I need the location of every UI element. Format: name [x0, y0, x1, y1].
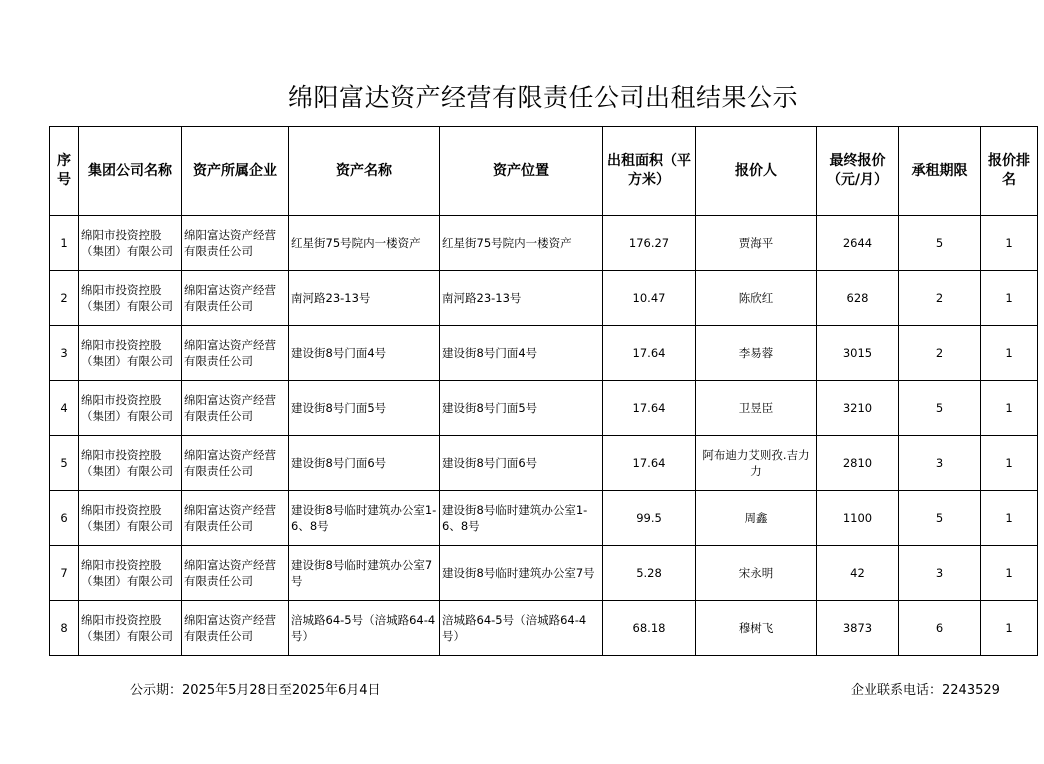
cell-bidder: 宋永明	[696, 546, 817, 601]
cell-rank: 1	[981, 271, 1038, 326]
cell-location: 建设街8号门面4号	[440, 326, 603, 381]
cell-rank: 1	[981, 436, 1038, 491]
cell-location: 红星街75号院内一楼资产	[440, 216, 603, 271]
cell-term: 2	[899, 326, 981, 381]
cell-term: 3	[899, 436, 981, 491]
cell-price: 3210	[817, 381, 899, 436]
cell-no: 3	[50, 326, 79, 381]
cell-owner: 绵阳富达资产经营有限责任公司	[182, 601, 289, 656]
cell-area: 99.5	[603, 491, 696, 546]
cell-asset: 建设街8号临时建筑办公室1-6、8号	[289, 491, 440, 546]
cell-owner: 绵阳富达资产经营有限责任公司	[182, 491, 289, 546]
cell-group: 绵阳市投资控股（集团）有限公司	[79, 216, 182, 271]
cell-group: 绵阳市投资控股（集团）有限公司	[79, 546, 182, 601]
cell-no: 1	[50, 216, 79, 271]
table-row	[50, 546, 1038, 601]
cell-group: 绵阳市投资控股（集团）有限公司	[79, 601, 182, 656]
table-row	[50, 491, 1038, 546]
cell-no: 2	[50, 271, 79, 326]
cell-rank: 1	[981, 326, 1038, 381]
cell-no: 6	[50, 491, 79, 546]
header-location: 资产位置	[440, 127, 603, 216]
cell-price: 2810	[817, 436, 899, 491]
cell-price: 1100	[817, 491, 899, 546]
cell-asset: 南河路23-13号	[289, 271, 440, 326]
table-row	[50, 601, 1038, 656]
cell-location: 建设街8号门面6号	[440, 436, 603, 491]
cell-bidder: 李易蓉	[696, 326, 817, 381]
contact-phone: 企业联系电话：2243529	[851, 683, 1000, 698]
cell-bidder: 陈欣红	[696, 271, 817, 326]
cell-area: 17.64	[603, 436, 696, 491]
cell-rank: 1	[981, 216, 1038, 271]
cell-group: 绵阳市投资控股（集团）有限公司	[79, 271, 182, 326]
cell-area: 68.18	[603, 601, 696, 656]
cell-rank: 1	[981, 491, 1038, 546]
cell-no: 5	[50, 436, 79, 491]
cell-group: 绵阳市投资控股（集团）有限公司	[79, 436, 182, 491]
cell-price: 628	[817, 271, 899, 326]
cell-asset: 红星街75号院内一楼资产	[289, 216, 440, 271]
cell-term: 5	[899, 216, 981, 271]
header-area: 出租面积（平方米）	[603, 127, 696, 216]
cell-no: 7	[50, 546, 79, 601]
cell-term: 5	[899, 381, 981, 436]
table-row	[50, 271, 1038, 326]
cell-no: 4	[50, 381, 79, 436]
cell-price: 3873	[817, 601, 899, 656]
cell-asset: 建设街8号临时建筑办公室7号	[289, 546, 440, 601]
cell-bidder: 卫昱臣	[696, 381, 817, 436]
header-no: 序号	[50, 127, 79, 216]
cell-location: 涪城路64-5号（涪城路64-4号）	[440, 601, 603, 656]
header-price: 最终报价（元/月）	[817, 127, 899, 216]
results-table	[49, 126, 1038, 656]
header-bidder: 报价人	[696, 127, 817, 216]
cell-asset: 建设街8号门面5号	[289, 381, 440, 436]
cell-owner: 绵阳富达资产经营有限责任公司	[182, 546, 289, 601]
cell-area: 17.64	[603, 381, 696, 436]
header-group: 集团公司名称	[79, 127, 182, 216]
cell-rank: 1	[981, 601, 1038, 656]
cell-bidder: 贾海平	[696, 216, 817, 271]
cell-group: 绵阳市投资控股（集团）有限公司	[79, 326, 182, 381]
cell-asset: 涪城路64-5号（涪城路64-4号）	[289, 601, 440, 656]
cell-bidder: 周鑫	[696, 491, 817, 546]
cell-area: 176.27	[603, 216, 696, 271]
header-rank: 报价排名	[981, 127, 1038, 216]
cell-rank: 1	[981, 546, 1038, 601]
cell-owner: 绵阳富达资产经营有限责任公司	[182, 381, 289, 436]
cell-term: 2	[899, 271, 981, 326]
header-asset: 资产名称	[289, 127, 440, 216]
cell-owner: 绵阳富达资产经营有限责任公司	[182, 271, 289, 326]
cell-price: 3015	[817, 326, 899, 381]
publicity-period: 公示期：2025年5月28日至2025年6月4日	[130, 683, 381, 698]
cell-rank: 1	[981, 381, 1038, 436]
table-row	[50, 326, 1038, 381]
cell-asset: 建设街8号门面4号	[289, 326, 440, 381]
header-term: 承租期限	[899, 127, 981, 216]
table-row	[50, 381, 1038, 436]
cell-term: 6	[899, 601, 981, 656]
cell-group: 绵阳市投资控股（集团）有限公司	[79, 491, 182, 546]
cell-group: 绵阳市投资控股（集团）有限公司	[79, 381, 182, 436]
cell-term: 3	[899, 546, 981, 601]
cell-asset: 建设街8号门面6号	[289, 436, 440, 491]
cell-owner: 绵阳富达资产经营有限责任公司	[182, 326, 289, 381]
cell-bidder: 穆树飞	[696, 601, 817, 656]
cell-owner: 绵阳富达资产经营有限责任公司	[182, 216, 289, 271]
cell-area: 5.28	[603, 546, 696, 601]
cell-area: 17.64	[603, 326, 696, 381]
table-row	[50, 436, 1038, 491]
table-header-row	[50, 127, 1038, 216]
cell-price: 42	[817, 546, 899, 601]
table-row	[50, 216, 1038, 271]
cell-location: 南河路23-13号	[440, 271, 603, 326]
cell-location: 建设街8号临时建筑办公室1-6、8号	[440, 491, 603, 546]
cell-term: 5	[899, 491, 981, 546]
page-title: 绵阳富达资产经营有限责任公司出租结果公示	[287, 83, 798, 112]
header-owner: 资产所属企业	[182, 127, 289, 216]
cell-bidder: 阿布迪力艾则孜.吉力力	[696, 436, 817, 491]
cell-owner: 绵阳富达资产经营有限责任公司	[182, 436, 289, 491]
cell-price: 2644	[817, 216, 899, 271]
cell-no: 8	[50, 601, 79, 656]
cell-location: 建设街8号门面5号	[440, 381, 603, 436]
cell-area: 10.47	[603, 271, 696, 326]
cell-location: 建设街8号临时建筑办公室7号	[440, 546, 603, 601]
